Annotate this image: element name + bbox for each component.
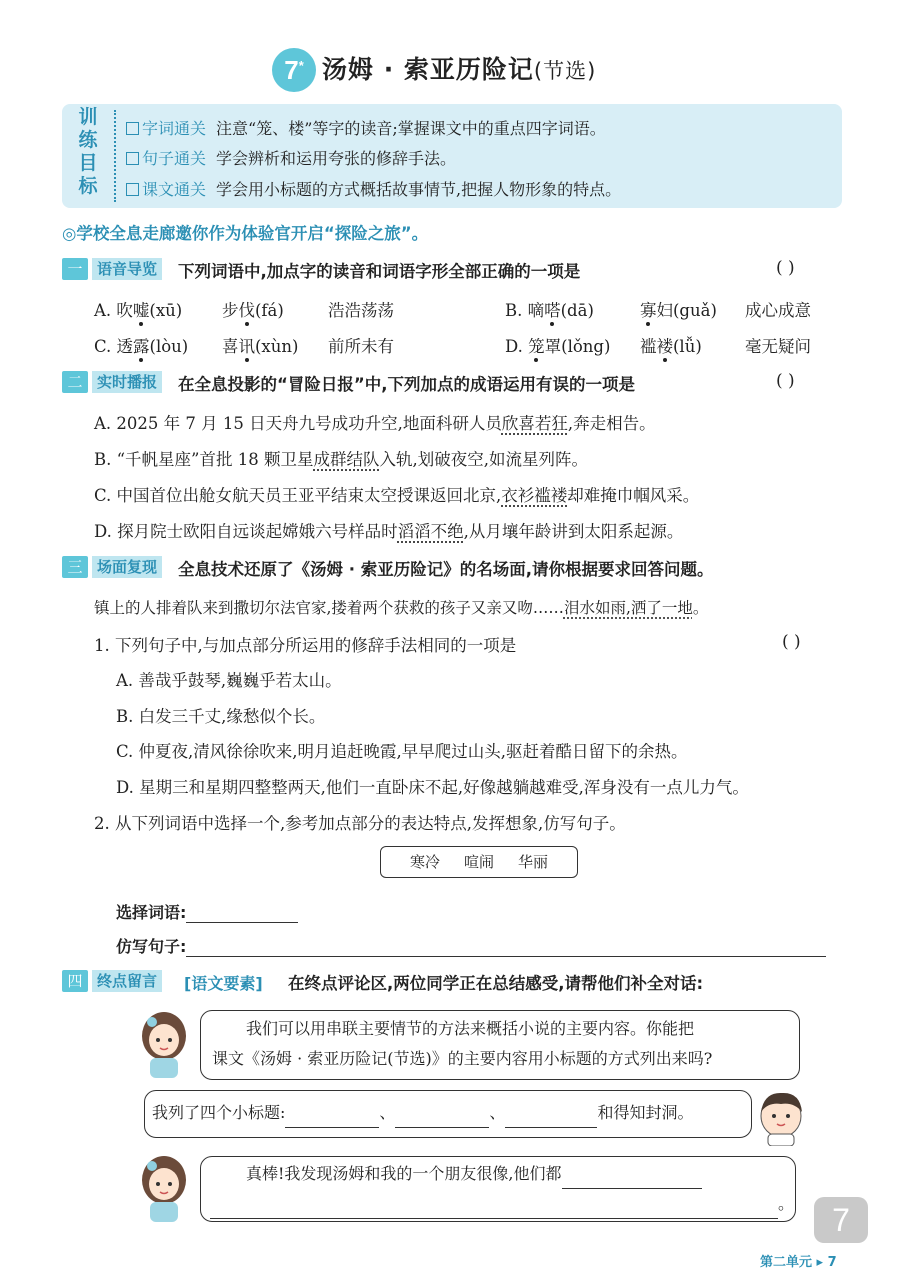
language-element-tag: [语文要素] bbox=[184, 974, 263, 993]
subtitle-blank-1[interactable] bbox=[285, 1107, 379, 1128]
section-1-tag: 语音导览 bbox=[92, 258, 162, 280]
checkbox-icon[interactable] bbox=[126, 183, 139, 196]
bubble-3-blank-1[interactable] bbox=[562, 1168, 702, 1189]
girl-avatar-icon bbox=[136, 1152, 192, 1224]
option-d-word2: 褴褛(lǚ) bbox=[640, 337, 702, 356]
choose-word-label: 选择词语: bbox=[116, 900, 298, 923]
option-c[interactable]: C. 透露(lòu) bbox=[94, 337, 189, 356]
option-b-word3: 成心成意 bbox=[745, 301, 811, 320]
training-goals-tag: 训 练 目 标 bbox=[78, 106, 98, 197]
lesson-number-badge: 7* bbox=[272, 48, 316, 92]
arrow-icon: ▸ bbox=[816, 1255, 824, 1270]
section-1-question: 下列词语中,加点字的读音和词语字形全部正确的一项是 bbox=[178, 262, 581, 281]
option-a[interactable]: A. 吹嘘(xū) bbox=[94, 301, 183, 320]
answer-bracket[interactable]: ( ) bbox=[776, 258, 795, 278]
section-4-number: 四 bbox=[62, 970, 88, 992]
subtitle-blank-2[interactable] bbox=[395, 1107, 489, 1128]
section-2-tag: 实时播报 bbox=[92, 371, 162, 393]
section-3-tag: 场面复现 bbox=[92, 556, 162, 578]
word-option[interactable]: 华丽 bbox=[518, 853, 549, 871]
section-2-number: 二 bbox=[62, 371, 88, 393]
boy-avatar-icon bbox=[752, 1086, 810, 1146]
option-d[interactable]: D. 笼罩(lǒng) bbox=[505, 337, 611, 356]
word-option[interactable]: 喧闹 bbox=[463, 853, 494, 871]
option-c[interactable]: C. 中国首位出舱女航天员王亚平结束太空授课返回北京,衣衫褴褛却难掩巾帼风采。 bbox=[94, 486, 700, 505]
option-d[interactable]: D. 星期三和星期四整整两天,他们一直卧床不起,好像越躺越难受,浑身没有一点儿力气。 bbox=[116, 778, 749, 797]
option-a[interactable]: A. 善哉乎鼓琴,巍巍乎若太山。 bbox=[116, 671, 342, 690]
option-b[interactable]: B. 嘀嗒(dā) bbox=[505, 301, 594, 320]
option-a-word2: 步伐(fá) bbox=[222, 301, 284, 320]
subtitle-blank-3[interactable] bbox=[505, 1107, 597, 1128]
girl-avatar-icon bbox=[136, 1008, 192, 1080]
checkbox-icon[interactable] bbox=[126, 152, 139, 165]
option-a[interactable]: A. 2025 年 7 月 15 日天舟九号成功升空,地面科研人员欣喜若狂,奔走相告。 bbox=[94, 414, 656, 433]
option-a-word3: 浩浩荡荡 bbox=[328, 301, 394, 320]
goals-divider bbox=[114, 110, 118, 202]
option-b-word2: 寡妇(guǎ) bbox=[640, 301, 717, 320]
question-2: 2. 从下列词语中选择一个,参考加点部分的表达特点,发挥想象,仿写句子。 bbox=[94, 814, 626, 833]
bubble-3-blank-2[interactable] bbox=[210, 1198, 778, 1219]
question-1: 1. 下列句子中,与加点部分所运用的修辞手法相同的一项是 bbox=[94, 636, 517, 655]
intro-text: ◎学校全息走廊邀你作为体验官开启“探险之旅”。 bbox=[62, 224, 429, 243]
answer-bracket[interactable]: ( ) bbox=[776, 371, 795, 391]
bubble-2-text: 我列了四个小标题: 、 、 和得知封洞。 bbox=[152, 1097, 693, 1128]
quote-passage: 镇上的人排着队来到撒切尔法官家,搂着两个获救的孩子又亲又吻……泪水如雨,洒了一地。 bbox=[94, 599, 709, 617]
option-c-word3: 前所未有 bbox=[328, 337, 394, 356]
word-choice-box bbox=[380, 846, 578, 878]
option-d[interactable]: D. 探月院士欧阳自远谈起嫦娥六号样品时滔滔不绝,从月壤年龄讲到太阳系起源。 bbox=[94, 522, 684, 541]
word-option[interactable]: 寒冷 bbox=[409, 853, 440, 871]
bubble-3-line-1: 真棒!我发现汤姆和我的一个朋友很像,他们都 bbox=[246, 1158, 702, 1189]
goal-item: 句子通关 学会辨析和运用夸张的修辞手法。 bbox=[126, 146, 456, 169]
write-sentence-label: 仿写句子: bbox=[116, 934, 826, 957]
bubble-1-line-2: 课文《汤姆 · 索亚历险记(节选)》的主要内容用小标题的方式列出来吗? bbox=[212, 1049, 713, 1068]
answer-bracket[interactable]: ( ) bbox=[782, 632, 801, 652]
choose-word-blank[interactable] bbox=[186, 922, 298, 923]
goal-item: 课文通关 学会用小标题的方式概括故事情节,把握人物形象的特点。 bbox=[126, 177, 621, 200]
option-b[interactable]: B. 白发三千丈,缘愁似个长。 bbox=[116, 707, 326, 726]
page-footer: 第二单元 ▸ 7 bbox=[760, 1255, 837, 1270]
bubble-3-line-2: 。 bbox=[210, 1188, 794, 1219]
section-2-question: 在全息投影的“冒险日报”中,下列加点的成语运用有误的一项是 bbox=[178, 375, 635, 394]
section-3-question: 全息技术还原了《汤姆 · 索亚历险记》的名场面,请你根据要求回答问题。 bbox=[178, 560, 714, 579]
option-c-word2: 喜讯(xùn) bbox=[222, 337, 299, 356]
page-title: 汤姆 · 索亚历险记(节选) bbox=[322, 55, 597, 84]
section-3-number: 三 bbox=[62, 556, 88, 578]
option-d-word3: 毫无疑问 bbox=[745, 337, 811, 356]
write-sentence-blank[interactable] bbox=[186, 956, 826, 957]
page-number-badge: 7 bbox=[814, 1197, 868, 1243]
option-c[interactable]: C. 仲夏夜,清风徐徐吹来,明月追赶晚霞,早早爬过山头,驱赶着酷日留下的余热。 bbox=[116, 742, 688, 761]
bubble-1-line-1: 我们可以用串联主要情节的方法来概括小说的主要内容。你能把 bbox=[246, 1019, 695, 1038]
section-1-number: 一 bbox=[62, 258, 88, 280]
section-4-tag: 终点留言 bbox=[92, 970, 162, 992]
option-b[interactable]: B. “千帆星座”首批 18 颗卫星成群结队入轨,划破夜空,如流星列阵。 bbox=[94, 450, 588, 469]
checkbox-icon[interactable] bbox=[126, 122, 139, 135]
goal-item: 字词通关 注意“笼、楼”等字的读音;掌握课文中的重点四字词语。 bbox=[126, 116, 606, 139]
section-4-question: 在终点评论区,两位同学正在总结感受,请帮他们补全对话: bbox=[288, 974, 704, 993]
